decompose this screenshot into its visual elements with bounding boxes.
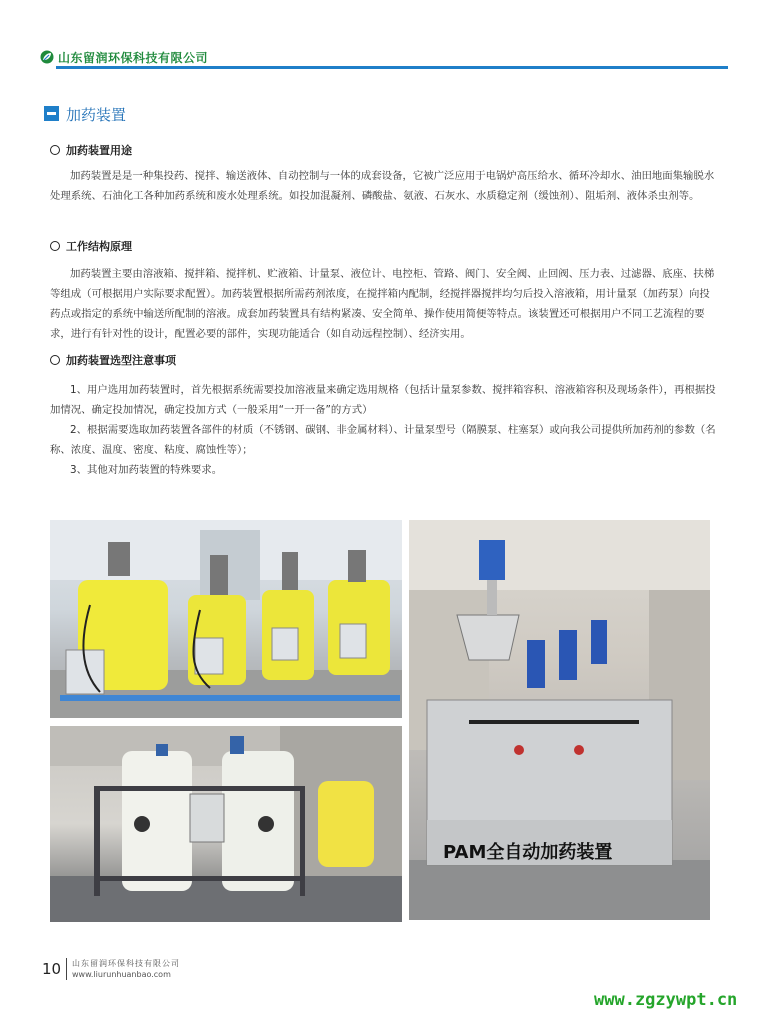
photo-pam-dosing-unit bbox=[409, 520, 710, 920]
page-header bbox=[36, 44, 726, 70]
usage-heading bbox=[50, 142, 132, 158]
principle-heading-text: 工作结构原理 bbox=[66, 240, 132, 253]
footer-divider bbox=[66, 958, 67, 980]
circle-bullet-icon bbox=[50, 355, 60, 365]
footer-company: 山东留润环保科技有限公司 bbox=[72, 959, 180, 968]
notes-list bbox=[50, 380, 718, 480]
principle-paragraph: 加药装置主要由溶液箱、搅拌箱、搅拌机、贮液箱、计量泵、液位计、电控柜、管路、阀门、安全阀、止回阀、压力表、过滤器、底座、扶梯等组成（可根据用户实际要求配置）。加药装置根据所需药剂浓度，在搅拌箱内配制，经搅拌器搅拌均匀后投入溶液箱，用计量泵（加药泵）向投药点或指定的系统中输送所配制的溶液。成套加药装置具有结构紧凑、安全简单、操作使用简便等特点。该装置还可根据用户不同工艺流程的要求，进行有针对性的设计，配置必要的部件，实现功能适合（如自动远程控制）、经济实用。 bbox=[50, 268, 715, 340]
header-company-name: 山东留润环保科技有限公司 bbox=[58, 51, 209, 65]
section-title-text: 加药装置 bbox=[66, 106, 127, 124]
usage-heading-text: 加药装置用途 bbox=[66, 144, 132, 157]
leaf-logo-icon bbox=[40, 50, 54, 64]
notes-item-1: 1、用户选用加药装置时，首先根据系统需要投加溶液量来确定选用规格（包括计量泵参数、搅拌箱容积、溶液箱容积及现场条件），再根据投加情况、确定投加情况，确定投加方式（一般采用“一开一备”的方式） bbox=[50, 384, 716, 416]
notes-heading-text: 加药装置选型注意事项 bbox=[66, 354, 176, 367]
header-rule bbox=[56, 66, 728, 69]
footer-url: www.liurunhuanbao.com bbox=[72, 970, 171, 979]
site-watermark: www.zgzywpt.cn bbox=[594, 990, 738, 1010]
usage-paragraph: 加药装置是是一种集投药、搅拌、输送液体、自动控制与一体的成套设备，它被广泛应用于电锅炉高压给水、循环冷却水、油田地面集输脱水处理系统、石油化工各种加药系统和废水处理系统。如投加混凝剂、磷酸盐、氨液、石灰水、水质稳定剂（缓蚀剂）、阻垢剂、液体杀虫剂等。 bbox=[50, 170, 715, 202]
principle-heading bbox=[50, 238, 132, 254]
notes-heading bbox=[50, 352, 176, 368]
photo-white-dosing-tanks-art bbox=[50, 726, 402, 922]
circle-bullet-icon bbox=[50, 241, 60, 251]
notes-item-3: 3、其他对加药装置的特殊要求。 bbox=[70, 464, 223, 476]
photo-yellow-dosing-tanks-art bbox=[50, 520, 402, 718]
photo-white-dosing-tanks bbox=[50, 726, 402, 922]
pam-unit-label: PAM全自动加药装置 bbox=[443, 842, 613, 863]
photo-yellow-dosing-tanks bbox=[50, 520, 402, 718]
notes-item-2: 2、根据需要选取加药装置各部件的材质（不锈钢、碳钢、非金属材料）、计量泵型号（隔膜泵、柱塞泵）或向我公司提供所加药剂的参数（名称、浓度、温度、密度、粘度、腐蚀性等）； bbox=[50, 424, 716, 456]
page-number: 10 bbox=[42, 960, 62, 978]
blue-minus-square-icon bbox=[44, 106, 59, 121]
circle-bullet-icon bbox=[50, 145, 60, 155]
